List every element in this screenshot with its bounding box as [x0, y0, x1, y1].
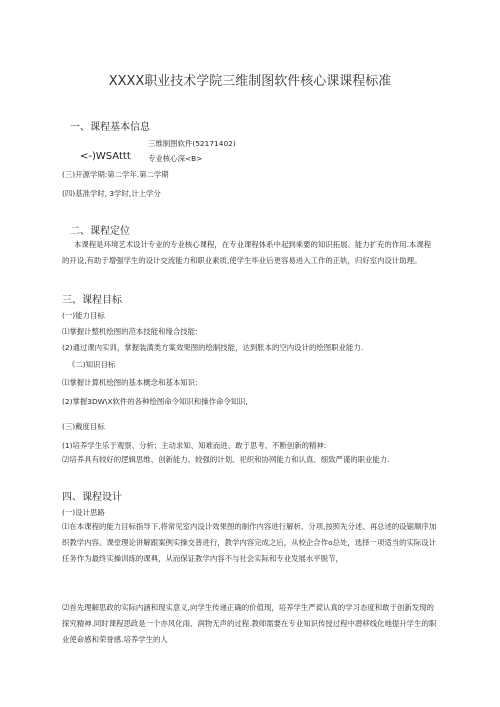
- positioning-text: 本课程是环境艺术设计专业的专业核心课程，在专业课程体系中起到乘要的知识拓展、能力扩充的作用.本课程的开设,有助于增强学生的设计交流能力和职业素质,使学生毕业后更容易进入工作的正轨，归好室内设计助理。: [62, 240, 432, 265]
- course-name: 三维制图软件(52171402): [148, 139, 236, 148]
- quality-goal-2: ⑵培养具有较好的逻辑思维、创新能力、较强的计划、祀织和协网能力和认真、细致严谨的职业能力.: [62, 455, 390, 464]
- design-para-2: ⑵首先理解思政的实际内涵和现实意义,向学生传递正确的价值现，培养学生严谠认真的学习态度和敢于创新发现的探究精神.同时课程思政是一个亦风化雨、润物无声的过程.教师需要在专业知识传授过程中潜移线化地提升学生的职业使命感和荣誉感.培养学生的人: [62, 603, 437, 644]
- section-heading-goals: 三、课程目标: [62, 295, 122, 306]
- design-para-2-block: [62, 600, 438, 648]
- design-para-1-block: [62, 519, 438, 567]
- ability-goal-heading: (一)能力目标: [62, 311, 105, 320]
- design-para-1: ⑴在本课程的能力目标指导下,将常见室内设计效果图的制作内容进行解析、分项,按照先分述、再总述的设锯顺序加织教学内容。课堂理论讲解跟案例实操交普进行，教学内容完成之后，从校企合作o总处，选择一项适当的实际设计任务作为最终实操训练的课典，从而保证教学内容不与社会实际和专业发展水平脱节，: [62, 522, 437, 563]
- semester-line: (三)开源学期:第二学年.第二学期: [62, 170, 169, 179]
- quality-goal-1: (1)培养学生乐于观察、分析；主动求知、知难而进、敢于思考、不断创新的精神:: [62, 441, 327, 450]
- document-title: XXXX职业技术学院三维制图软件核心课课程标准: [108, 74, 392, 89]
- positioning-paragraph: [62, 237, 438, 269]
- quality-goal-heading: (三)戴度目标: [62, 422, 105, 431]
- design-idea-heading: (一)设计思路: [62, 508, 105, 517]
- course-category: 专业核心深<B>: [148, 154, 203, 163]
- section-heading-positioning: 二、课程定位: [70, 226, 130, 237]
- hours-line: (四)基准学时, 3学时,计上学分: [62, 189, 161, 198]
- ability-goal-2: (2)通过课内实训，掌握装潢类方案效果图的绘制技能，达到胀本的空内设计的绘图职业能力.: [62, 343, 364, 352]
- knowledge-goal-2: (2)掌握3DW\X软件的各种绘图命令知识和操作命令知识,: [62, 397, 248, 406]
- knowledge-goal-1: ⑴掌握计算机绘图的基本概念和基本知识:: [62, 378, 198, 387]
- section-heading-design: 四、课程设计: [62, 492, 122, 503]
- section-heading-basic-info: 一、课程基本信息: [70, 122, 150, 133]
- ability-goal-1: ⑴掌握计整机绘图的范本技能和缘合技能:: [62, 327, 198, 336]
- garbled-label: <-)WSAttt: [80, 151, 131, 162]
- knowledge-goal-heading: 《二)知识目标: [68, 360, 116, 369]
- quality-goal-2-block: [62, 452, 438, 468]
